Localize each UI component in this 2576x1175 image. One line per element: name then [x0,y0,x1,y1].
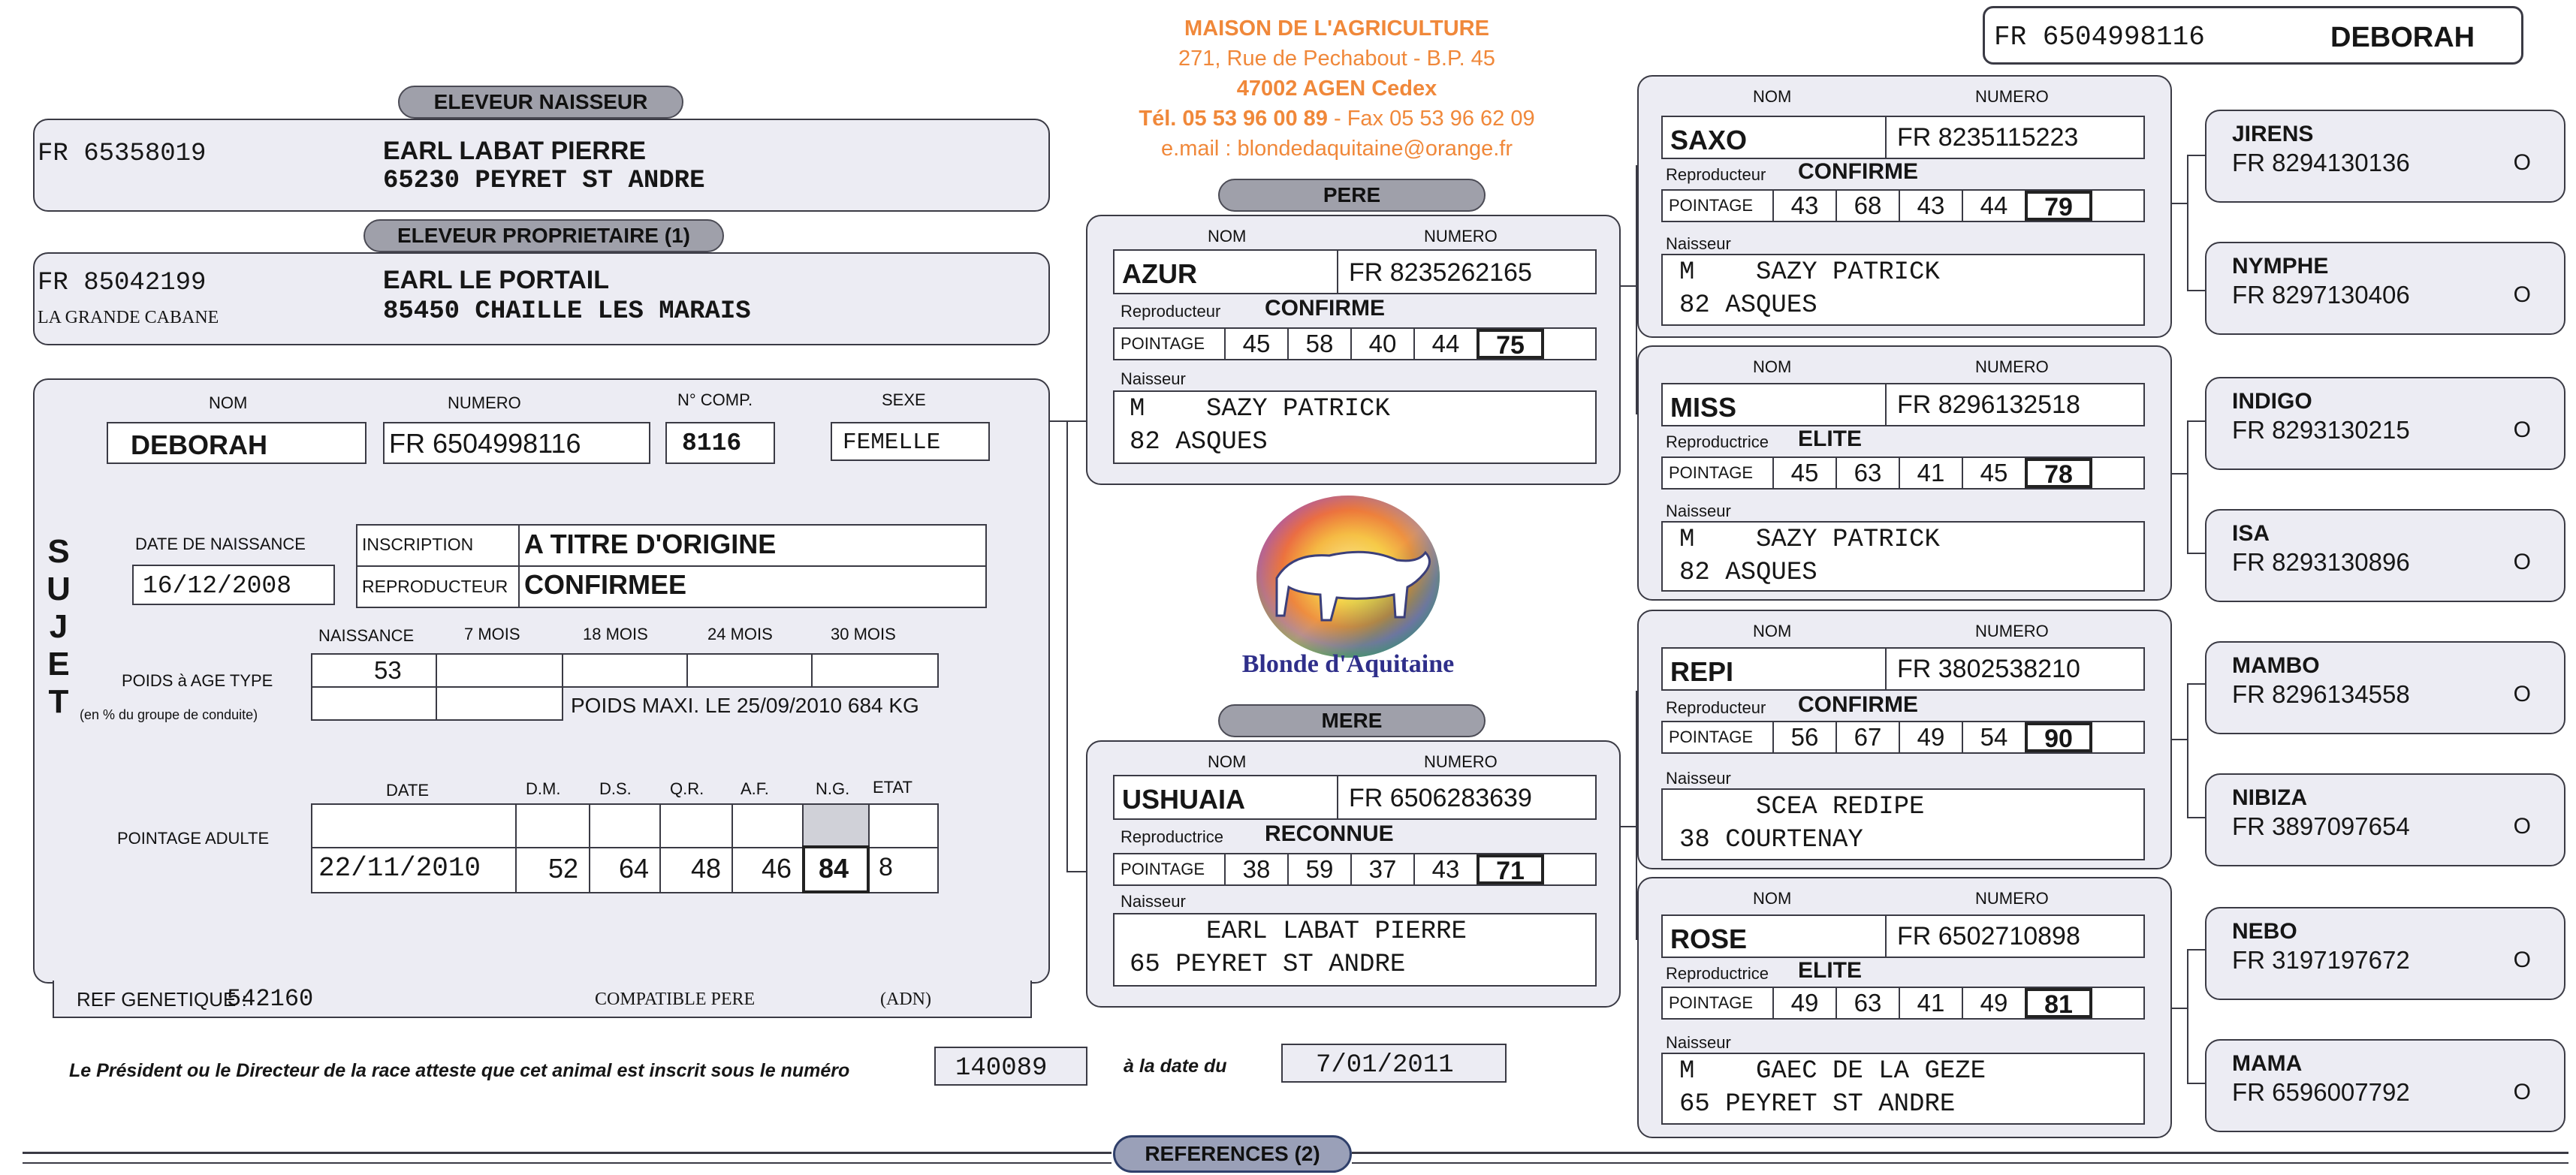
mere-panel: NOM NUMERO USHUAIA FR 6506283639 Reproductrice RECONNUE POINTAGE 38 59 37 43 71 Naisseur EARL LABAT PIERRE 65 PEYRET ST ANDRE [1086,740,1621,1008]
attestation-date: 7/01/2011 [1281,1044,1507,1083]
label-numero: NUMERO [448,393,521,412]
pt-af: 46 [762,853,792,884]
poids-h-18mois: 18 MOIS [583,625,648,643]
pointage-adulte-label: POINTAGE ADULTE [117,829,270,848]
pt-ng: 84 [819,853,849,884]
eleveur-proprietaire-panel [33,252,1050,345]
label-nom: NOM [209,393,248,412]
mere-status: RECONNUE [1265,821,1394,846]
pere-num: FR 8235262165 [1349,258,1532,287]
mere-num: FR 6506283639 [1349,784,1532,812]
logo-text: Blonde d'Aquitaine [1241,650,1455,678]
inscription-box [356,524,987,608]
ancestor-card: NEBO FR 3197197672 O [2205,907,2565,1000]
mere-pill: MERE [1218,704,1486,737]
pere-status: CONFIRME [1265,296,1385,321]
pt-h-ng: N.G. [816,779,850,798]
pt-h-etat: ETAT [873,778,912,797]
proprietaire-address: 85450 CHAILLE LES MARAIS [383,297,751,326]
blonde-aquitaine-logo [1241,488,1455,691]
org-phone: Tél. 05 53 96 00 89 - Fax 05 53 96 62 09 [1139,107,1535,131]
poids-label: POIDS à AGE TYPE [122,671,273,690]
eleveur-naisseur-title: ELEVEUR NAISSEUR [398,86,683,119]
pt-ds: 64 [619,853,650,884]
poids-grid [311,653,939,721]
pt-h-ds: D.S. [599,779,632,798]
sujet-numero-field: FR 6504998116 [383,422,650,464]
pt-h-af: A.F. [741,779,769,798]
pere-pointage: POINTAGE 45 58 40 44 75 [1113,327,1597,360]
pt-qr: 48 [691,853,722,884]
sujet-comp-field: 8116 [665,422,775,464]
pt-dm: 52 [548,853,579,884]
pere-name: AZUR [1122,258,1197,289]
ancestor-card: MAMA FR 6596007792 O [2205,1039,2565,1132]
pt-h-dm: D.M. [526,779,561,798]
ancestor-card: NYMPHE FR 8297130406 O [2205,242,2565,335]
ref-genetique-bar [53,981,1032,1018]
ancestor-card: MAMBO FR 8296134558 O [2205,641,2565,734]
naisseur-code: FR 65358019 [38,140,207,168]
poids-h-30mois: 30 MOIS [831,625,896,643]
ancestor-card: ISA FR 8293130896 O [2205,509,2565,602]
ancestor-card: JIRENS FR 8294130136 O [2205,110,2565,203]
animal-id: FR 6504998116 [1994,22,2205,53]
poids-h-naissance: NAISSANCE [318,626,415,645]
proprietaire-place: LA GRANDE CABANE [38,308,219,327]
org-city: 47002 AGEN Cedex [1236,77,1437,101]
pt-date: 22/11/2010 [318,853,481,884]
poids-sublabel: (en % du groupe de conduite) [80,707,258,722]
mere-naisseur: EARL LABAT PIERRE 65 PEYRET ST ANDRE [1113,913,1597,987]
org-email: e.mail : blondedaquitaine@orange.fr [1161,137,1513,161]
eleveur-proprietaire-title: ELEVEUR PROPRIETAIRE (1) [363,219,724,252]
org-header [1036,14,1637,164]
naisseur-name: EARL LABAT PIERRE [383,137,647,165]
poids-naissance: 53 [374,656,402,684]
proprietaire-code: FR 85042199 [38,269,207,297]
poids-maxi: POIDS MAXI. LE 25/09/2010 684 KG [571,694,919,717]
cow-globe-icon [1247,488,1449,661]
attestation-text: Le Président ou le Directeur de la race atteste que cet animal est inscrit sous le numéro [69,1060,850,1081]
pere-naisseur: M SAZY PATRICK 82 ASQUES [1113,390,1597,464]
sujet-panel [33,378,1050,984]
mere-name: USHUAIA [1122,784,1246,815]
grandparent-card: NOM NUMERO SAXO FR 8235115223 Reproducteur CONFIRME POINTAGE 43 68 43 44 79 Naisseur M SAZY PATRICK 82 ASQUES [1637,75,2172,338]
inscription-value: A TITRE D'ORIGINE [524,529,777,559]
eleveur-naisseur-panel [33,119,1050,212]
grandparent-card: NOM NUMERO ROSE FR 6502710898 Reproductrice ELITE POINTAGE 49 63 41 49 81 Naisseur M GAEC DE LA GEZE 65 PEYRET ST ANDRE [1637,877,2172,1138]
poids-h-7mois: 7 MOIS [464,625,520,643]
proprietaire-name: EARL LE PORTAIL [383,266,609,294]
sujet-nom-field: DEBORAH [107,422,366,464]
animal-id-box [1983,6,2523,65]
mere-pointage: POINTAGE 38 59 37 43 71 [1113,853,1597,886]
label-sexe: SEXE [882,390,926,409]
pt-etat: 8 [879,853,893,881]
org-name: MAISON DE L'AGRICULTURE [1184,17,1489,41]
grandparent-card: NOM NUMERO REPI FR 3802538210 Reproducteur CONFIRME POINTAGE 56 67 49 54 90 Naisseur SCEA REDIPE 38 COURTENAY [1637,610,2172,869]
sujet-letters: S U J E T [47,533,71,720]
pt-h-qr: Q.R. [670,779,704,798]
compatible-label: COMPATIBLE PERE [595,990,756,1009]
reproducteur-label: REPRODUCTEUR [362,577,508,596]
label-comp: N° COMP. [677,390,753,409]
ref-value: 542160 [227,985,314,1013]
org-address: 271, Rue de Pechabout - B.P. 45 [1178,47,1495,71]
pere-panel: NOM NUMERO AZUR FR 8235262165 Reproducteur CONFIRME POINTAGE 45 58 40 44 75 Naisseur M SAZY PATRICK 82 ASQUES [1086,215,1621,485]
poids-h-24mois: 24 MOIS [707,625,773,643]
ref-label: REF GENETIQUE : [77,988,247,1011]
animal-name: DEBORAH [2330,22,2475,53]
ancestor-card: INDIGO FR 8293130215 O [2205,377,2565,470]
label-date-naissance: DATE DE NAISSANCE [135,535,306,553]
references-pill: REFERENCES (2) [1113,1135,1352,1173]
date-naissance-field: 16/12/2008 [132,565,335,605]
attestation-numero: 140089 [934,1047,1087,1086]
pere-pill: PERE [1218,179,1486,212]
grandparent-card: NOM NUMERO MISS FR 8296132518 Reproductrice ELITE POINTAGE 45 63 41 45 78 Naisseur M SAZY PATRICK 82 ASQUES [1637,345,2172,601]
naisseur-address: 65230 PEYRET ST ANDRE [383,167,705,195]
sujet-sexe-field: FEMELLE [831,422,990,461]
pt-h-date: DATE [386,781,430,800]
adn-label: (ADN) [880,990,931,1009]
ancestor-card: NIBIZA FR 3897097654 O [2205,773,2565,866]
attestation-date-label: à la date du [1124,1056,1227,1077]
pointage-adulte-grid [311,803,939,893]
reproducteur-value: CONFIRMEE [524,569,686,600]
inscription-label: INSCRIPTION [362,535,474,554]
